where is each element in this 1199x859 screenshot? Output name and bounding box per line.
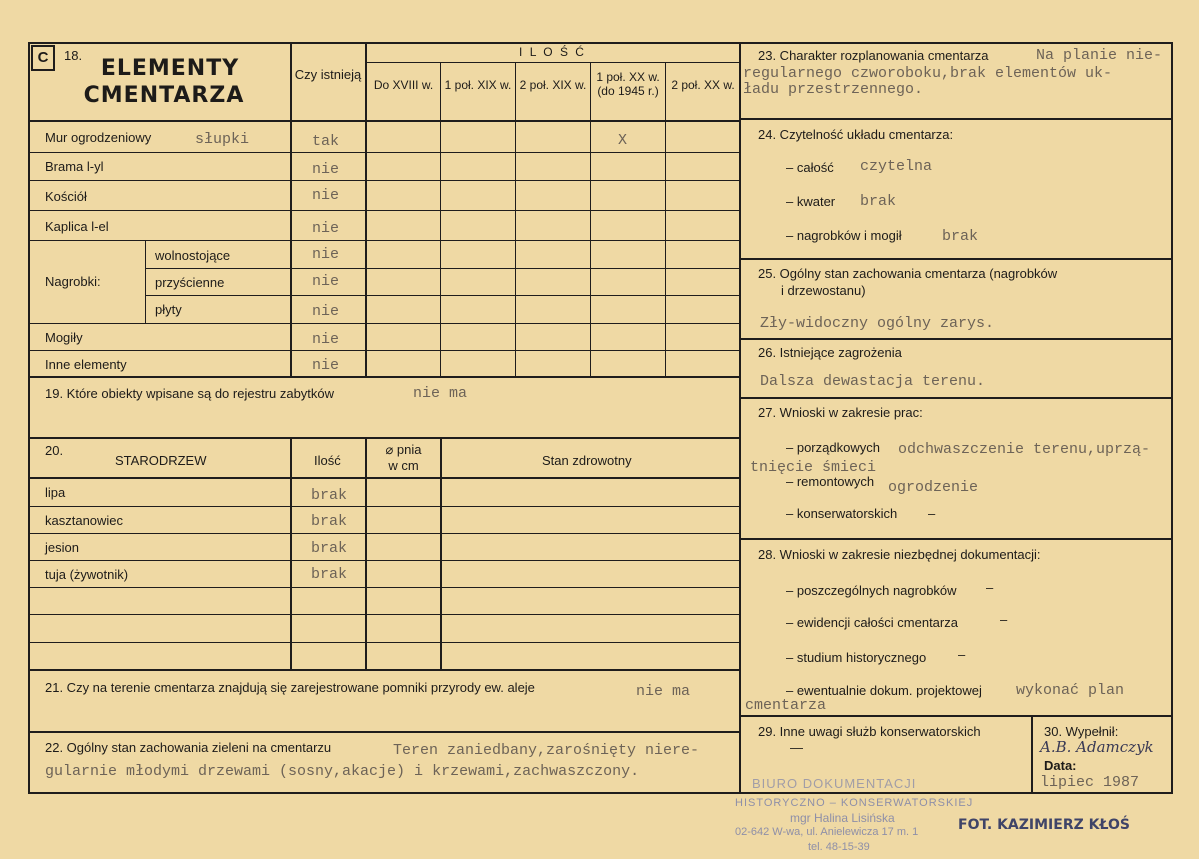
- col2: [440, 62, 441, 377]
- tree-label: lipa: [45, 485, 66, 500]
- col4: [590, 62, 591, 377]
- frame-bottom: [28, 792, 1173, 794]
- q30-label: 30. Wypełnił:: [1044, 724, 1119, 739]
- element-label: przyścienne: [155, 275, 225, 290]
- tree-row-rule: [28, 506, 740, 507]
- exists-value: nie: [312, 161, 340, 178]
- tree-row-rule: [28, 642, 740, 643]
- q30-signature: A.B. Adamczyk: [1040, 738, 1154, 756]
- q23-bottom: [739, 118, 1173, 120]
- exists-value: nie: [312, 187, 340, 204]
- row-rule: [28, 350, 740, 351]
- element-label: Kościół: [45, 189, 87, 204]
- period-5: 2 poł. XX w.: [671, 78, 735, 92]
- q27-repair-label: – remontowych: [786, 474, 875, 489]
- q22-answer-2: gularnie młodymi drzewami (sosny,akacje) i krzewami,zachwaszczony.: [45, 763, 640, 780]
- q19-answer: nie ma: [413, 385, 468, 402]
- exists-value: nie: [312, 303, 340, 320]
- q24-graves: brak: [942, 228, 979, 245]
- header-bottom-rule: [28, 120, 740, 122]
- q30-date-label: Data:: [1044, 758, 1077, 773]
- period-mark: X: [618, 132, 628, 149]
- element-note: słupki: [195, 131, 250, 148]
- q27-conservation: –: [928, 506, 936, 521]
- q19-bottom: [28, 437, 740, 439]
- q24-quarters-label: – kwater: [786, 194, 836, 209]
- tree-row-rule: [28, 533, 740, 534]
- q29-label: 29. Inne uwagi służb konserwatorskich: [758, 724, 981, 739]
- q30-date: lipiec 1987: [1040, 774, 1140, 791]
- q26-answer: Dalsza dewastacja terenu.: [760, 373, 986, 390]
- q27-order: odchwaszczenie terenu,uprzą-: [898, 441, 1151, 458]
- q28-item4: – ewentualnie dokum. projektowej: [786, 683, 982, 698]
- stamp-line2: HISTORYCZNO – KONSERWATORSKIEJ: [735, 797, 974, 809]
- element-label: Mogiły: [45, 330, 83, 345]
- elements-bottom: [28, 376, 740, 378]
- frame-left: [28, 42, 30, 794]
- title-line2: CMENTARZA: [83, 83, 245, 108]
- q26-label: 26. Istniejące zagrożenia: [758, 345, 902, 360]
- frame-right: [1171, 42, 1173, 794]
- exists-value: nie: [312, 220, 340, 237]
- row-rule: [28, 323, 740, 324]
- element-label: Inne elementy: [45, 357, 127, 372]
- exists-value: nie: [312, 357, 340, 374]
- q19-label: 19. Które obiekty wpisane są do rejestru zabytków: [45, 386, 335, 401]
- q28-item4-cont: cmentarza: [745, 697, 827, 714]
- q21-label: 21. Czy na terenie cmentarza znajdują się zarejestrowane pomniki przyrody ew. aleje: [45, 680, 535, 695]
- frame-top: [28, 42, 1173, 44]
- element-label: wolnostojące: [155, 248, 231, 263]
- q25-label-1: 25. Ogólny stan zachowania cmentarza (nagrobków: [758, 266, 1058, 281]
- q28-item3-val: –: [958, 647, 966, 662]
- q28-bottom: [739, 715, 1173, 717]
- tree-qty: brak: [311, 487, 348, 504]
- stamp-line1: BIURO DOKUMENTACJI: [752, 776, 917, 791]
- photographer-stamp: FOT. KAZIMIERZ KŁOŚ: [958, 817, 1130, 833]
- q25-answer: Zły-widoczny ogólny zarys.: [760, 315, 995, 332]
- tree-qty: brak: [311, 513, 348, 530]
- q23-answer-3: ładu przestrzennego.: [743, 81, 924, 98]
- tree-label: kasztanowiec: [45, 513, 124, 528]
- section-number: 18.: [64, 48, 83, 63]
- tree-label: jesion: [45, 540, 79, 555]
- row-rule: [28, 240, 740, 241]
- period-1: Do XVIII w.: [373, 78, 434, 92]
- tree-qty: brak: [311, 540, 348, 557]
- tree-row-rule: [28, 560, 740, 561]
- row-rule: [28, 180, 740, 181]
- period-2: 1 poł. XIX w.: [444, 78, 512, 92]
- trees-col: [440, 437, 442, 670]
- section-letter-box: C: [31, 45, 55, 71]
- q28-item3: – studium historycznego: [786, 650, 927, 665]
- row-rule: [28, 210, 740, 211]
- exists-value: nie: [312, 246, 340, 263]
- exists-header: Czy istnieją: [294, 67, 362, 82]
- q25-bottom: [739, 338, 1173, 340]
- trees-bottom: [28, 669, 740, 671]
- nagrobki-split: [145, 240, 146, 323]
- q29-answer: —: [790, 740, 803, 755]
- q24-quarters: brak: [860, 193, 897, 210]
- element-label: płyty: [155, 302, 182, 317]
- q23-answer-2: regularnego czworoboku,brak elementów uk-: [743, 65, 1113, 82]
- q24-bottom: [739, 258, 1173, 260]
- exists-value: nie: [312, 273, 340, 290]
- element-label: Kaplica l-el: [45, 219, 109, 234]
- q24-label: 24. Czytelność układu cmentarza:: [758, 127, 954, 142]
- nagrobki-label: Nagrobki:: [45, 274, 101, 289]
- q29-q30-split: [1031, 715, 1033, 793]
- stamp-line5: tel. 48-15-39: [808, 841, 870, 853]
- q24-graves-label: – nagrobków i mogił: [786, 228, 902, 243]
- title-line1: ELEMENTY: [100, 56, 240, 81]
- row-rule: [28, 152, 740, 153]
- trees-title: STARODRZEW: [115, 453, 207, 468]
- q28-label: 28. Wnioski w zakresie niezbędnej dokumentacji:: [758, 547, 1041, 562]
- q26-bottom: [739, 397, 1173, 399]
- qty-title-rule: [365, 62, 740, 63]
- q23-label: 23. Charakter rozplanowania cmentarza: [758, 48, 989, 63]
- trees-header-bottom: [28, 477, 740, 479]
- q21-answer: nie ma: [636, 683, 691, 700]
- q28-item1-val: –: [986, 580, 994, 595]
- frame-mid: [739, 42, 741, 794]
- q21-bottom: [28, 731, 740, 733]
- q24-whole: czytelna: [860, 158, 933, 175]
- tree-qty: brak: [311, 566, 348, 583]
- trees-number: 20.: [45, 443, 64, 458]
- trees-diameter-header: ⌀ pnia: [385, 442, 422, 457]
- stamp-line3: mgr Halina Lisińska: [790, 811, 895, 825]
- stamp-line4: 02-642 W-wa, ul. Anielewicza 17 m. 1: [735, 826, 919, 838]
- q27-order-cont: tnięcie śmieci: [750, 459, 877, 476]
- q27-bottom: [739, 538, 1173, 540]
- tree-row-rule: [28, 587, 740, 588]
- tree-label: tuja (żywotnik): [45, 567, 129, 582]
- col5: [665, 62, 666, 377]
- q25-label-2: i drzewostanu): [781, 283, 866, 298]
- quantity-header: I L O Ś Ć: [519, 45, 586, 59]
- exists-value: nie: [312, 331, 340, 348]
- element-label: Brama l-yl: [45, 159, 104, 174]
- q28-item1: – poszczególnych nagrobków: [786, 583, 957, 598]
- row-rule: [145, 295, 740, 296]
- exists-value: tak: [312, 133, 340, 150]
- trees-health-header: Stan zdrowotny: [542, 453, 632, 468]
- q27-conservation-label: – konserwatorskich: [786, 506, 898, 521]
- period-4: 1 poł. XX w. (do 1945 r.): [596, 70, 660, 98]
- element-label: Mur ogrodzeniowy: [45, 130, 152, 145]
- q28-item4-val: wykonać plan: [1016, 682, 1125, 699]
- q27-order-label: – porządkowych: [786, 440, 880, 455]
- q27-label: 27. Wnioski w zakresie prac:: [758, 405, 923, 420]
- q27-repair: ogrodzenie: [888, 479, 979, 496]
- trees-col: [290, 437, 292, 670]
- trees-qty-header: Ilość: [314, 453, 341, 468]
- col3: [515, 62, 516, 377]
- period-3: 2 poł. XIX w.: [519, 78, 587, 92]
- q23-answer-1: Na planie nie-: [1036, 47, 1163, 64]
- q22-answer-1: Teren zaniedbany,zarośnięty niere-: [393, 742, 700, 759]
- row-rule: [145, 268, 740, 269]
- trees-diameter-unit: w cm: [388, 458, 419, 473]
- q22-label: 22. Ogólny stan zachowania zieleni na cmentarzu: [45, 740, 332, 755]
- q24-whole-label: – całość: [786, 160, 834, 175]
- tree-row-rule: [28, 614, 740, 615]
- q28-item2-val: –: [1000, 612, 1008, 627]
- q28-item2: – ewidencji całości cmentarza: [786, 615, 958, 630]
